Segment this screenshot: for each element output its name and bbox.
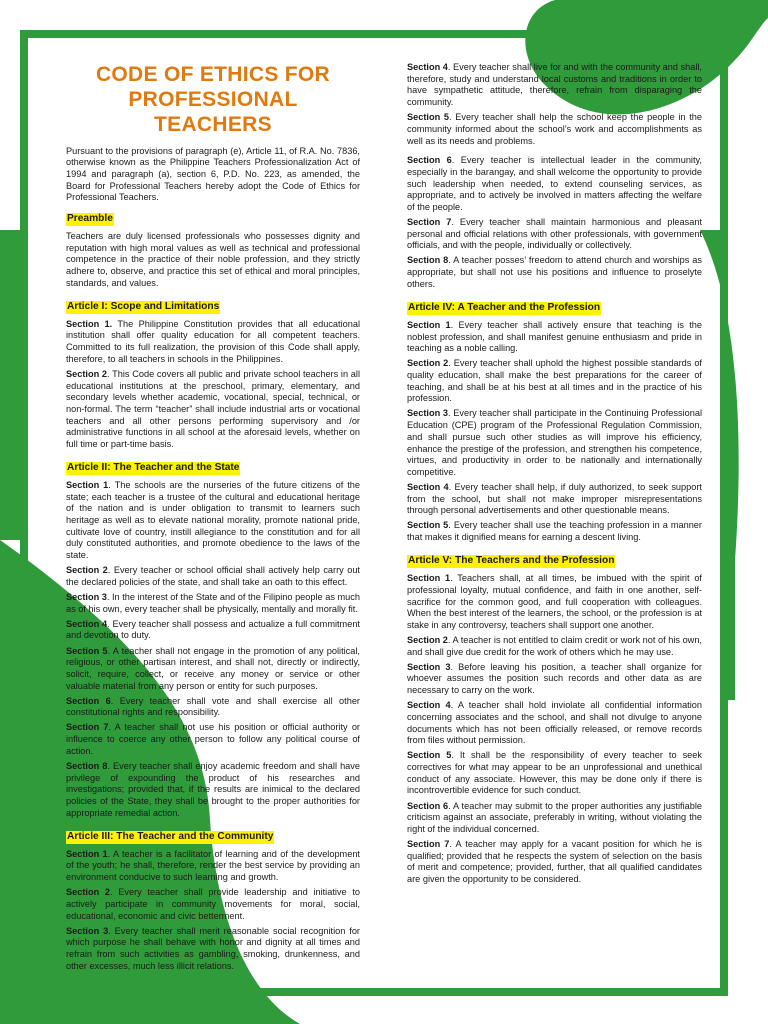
article-3-heading: Article III: The Teacher and the Community — [67, 830, 274, 842]
document-title: CODE OF ETHICS FOR PROFESSIONAL TEACHERS — [95, 63, 331, 137]
right-column — [407, 62, 702, 889]
article-3-section-8: Section 8. A teacher posses’ freedom to attend church and worships as appropriate, but shall not use his positions and influence to proselyte others. — [407, 255, 702, 289]
left-column — [66, 62, 360, 976]
article-3-section-6: Section 6. Every teacher is intellectual leader in the community, especially in the barangay, and shall welcome the opportunity to provide such leadership when needed, to extend counseling services, as appropriate, and to actively be involved in matters affecting the welfare of the people. — [407, 155, 702, 212]
article-4-section-5: Section 5. Every teacher shall use the teaching profession in a manner that makes it dignified means for earning a descent living. — [407, 520, 702, 543]
article-4-section-3: Section 3. Every teacher shall participate in the Continuing Professional Education (CPE) program of the Professional Regulation Commission, and shall pursue such other studies as will improve his efficiency, enhance the prestige of the profession, and strengthen his competence, virtues, and productivity in order to be nationally and internationally competitive. — [407, 408, 702, 477]
article-2-section-6: Section 6. Every teacher shall vote and shall exercise all other constitutional rights and responsibility. — [66, 695, 360, 718]
article-2-section-8: Section 8. Every teacher shall enjoy academic freedom and shall have privilege of expounding the product of his researches and investigations; provided that, if the results are inimical to the declared policies of the State, they shall be brought to the proper authorities for appropriate remedial action. — [66, 760, 360, 818]
article-4-section-1: Section 1. Every teacher shall actively ensure that teaching is the noblest profession, and shall manifest genuine enthusiasm and pride in teaching as a noble calling. — [407, 319, 702, 354]
preamble-text: Teachers are duly licensed professionals who possesses dignity and reputation with high moral values as well as technical and professional competence in the practice of their noble profession, and they strictly adhere to, observe, and practice this set of ethical and moral principles, standards, and values. — [66, 230, 360, 288]
article-5-section-5: Section 5. It shall be the responsibility of every teacher to seek correctives for what may appear to be an unprofessional and unethical conduct of any associate. However, this may be done only if there is incontrovertible evidence for such conduct. — [407, 750, 702, 796]
article-4-heading: Article IV: A Teacher and the Profession — [408, 301, 601, 313]
article-3-section-2: Section 2. Every teacher shall provide leadership and initiative to actively participate in community movements for moral, social, educational, economic and civic betterment. — [66, 887, 360, 921]
article-2-section-7: Section 7. A teacher shall not use his position or official authority or influence to coerce any other person to follow any political course of action. — [66, 722, 360, 756]
article-2-section-3: Section 3. In the interest of the State and of the Filipino people as much as of his own, every teacher shall be physically, mentally and morally fit. — [66, 592, 360, 614]
article-3-section-7: Section 7. Every teacher shall maintain harmonious and pleasant personal and official relations with other professionals, with government officials, and with the people, individually or collectively. — [407, 217, 702, 251]
article-2-heading: Article II: The Teacher and the State — [67, 462, 240, 474]
left-edge-shape — [0, 230, 20, 540]
article-1-heading: Article I: Scope and Limitations — [67, 300, 220, 312]
article-2-section-2: Section 2. Every teacher or school official shall actively help carry out the declared policies of the state, and shall take an oath to this effect. — [66, 565, 360, 587]
article-4-section-4: Section 4. Every teacher shall help, if duly authorized, to seek support from the school, but shall not make improper misrepresentations through personal advertisements and other questionable means. — [407, 482, 702, 516]
article-3-section-3: Section 3. Every teacher shall merit reasonable social recognition for which purpose he shall behave with honor and dignity at all times and refrain from such activities as gambling, smoking, drunkenness, and other excesses, much less illicit relations. — [66, 925, 360, 971]
article-5-section-3: Section 3. Before leaving his position, a teacher shall organize for whoever assumes the position such records and other data as are necessary to carry on the work. — [407, 661, 702, 696]
article-3-section-1: Section 1. A teacher is a facilitator of learning and of the development of the youth; he shall, therefore, render the best service by providing an environment conducive to such learning and growth. — [66, 848, 360, 883]
article-1-section-2: Section 2. This Code covers all public and private school teachers in all educational institutions at the preschool, primary, elementary, and secondary levels whether academic, vocational, special, technical, or non-formal. The term “teacher” shall include industrial arts or vocational teachers and all other persons performing supervisory and /or administrative functions in all school at the aforesaid levels, whether on full time or part-time basis. — [66, 368, 360, 449]
intro-paragraph: Pursuant to the provisions of paragraph (e), Article 11, of R.A. No. 7836, otherwise known as the Philippine Teachers Professionalization Act of 1994 and paragraph (a), section 6, P.D. No. 223, as amended, the Board for Professional Teachers hereby adopt the Code of Ethics for Professional Teachers. — [66, 145, 360, 203]
article-5-heading: Article V: The Teachers and the Profession — [408, 555, 615, 567]
article-2-section-1: Section 1. The schools are the nurseries of the future citizens of the state; each teacher is a trustee of the cultural and educational heritage of the nation and is under obligation to transmit to learners such heritage as well as to elevate national morality, promote national pride, cultivate love of country, instill allegiance to the constitution and for all duly constituted authorities, and promote obedience to the laws of the state. — [66, 480, 360, 561]
article-5-section-7: Section 7. A teacher may apply for a vacant position for which he is qualified; provided that he respects the system of selection on the basis of merit and competence; provided, further, that all qualified candidates are given the opportunity to be considered. — [407, 838, 702, 885]
article-2-section-4: Section 4. Every teacher shall possess and actualize a full commitment and devotion to duty. — [66, 618, 360, 641]
article-3-section-4: Section 4. Every teacher shall live for and with the community and shall, therefore, study and understand local customs and traditions in order to have sympathetic attitude, therefore, refrain from disparaging the community. — [407, 62, 702, 108]
article-3-section-5: Section 5. Every teacher shall help the school keep the people in the community informed about the school’s work and accomplishments as well as its needs and problems. — [407, 112, 702, 146]
article-5-section-4: Section 4. A teacher shall hold inviolate all confidential information concerning associates and the school, and shall not divulge to anyone documents which has not been officially released, or remove records from files without permission. — [407, 700, 702, 746]
article-5-section-6: Section 6. A teacher may submit to the proper authorities any justifiable criticism against an associate, preferably in writing, without violating the right of the individual concerned. — [407, 800, 702, 834]
article-4-section-2: Section 2. Every teacher shall uphold the highest possible standards of quality education, shall make the best preparations for the career of teaching, and shall be at his best at all times and in the practice of his profession. — [407, 358, 702, 404]
article-5-section-1: Section 1. Teachers shall, at all times, be imbued with the spirit of professional loyalty, mutual confidence, and faith in one another, self-sacrifice for the common good, and full cooperation with colleagues. When the best interest of the learners, the school, or the profession is at stake in any controversy, teachers shall support one another. — [407, 573, 702, 630]
article-2-section-5: Section 5. A teacher shall not engage in the promotion of any political, religious, or other partisan interest, and shall not, directly or indirectly, solicit, require, collect, or receive any money or service or other valuable material from any person or entity for such purposes. — [66, 645, 360, 691]
article-5-section-2: Section 2. A teacher is not entitled to claim credit or work not of his own, and shall give due credit for the work of others which he may use. — [407, 635, 702, 657]
preamble-heading: Preamble — [67, 213, 113, 224]
article-1-section-1: Section 1. The Philippine Constitution provides that all educational institution shall offer quality education for all competent teachers. Committed to its full realization, the provision of this Code shall apply, therefore, to all teachers in schools in the Philippines. — [66, 318, 360, 364]
